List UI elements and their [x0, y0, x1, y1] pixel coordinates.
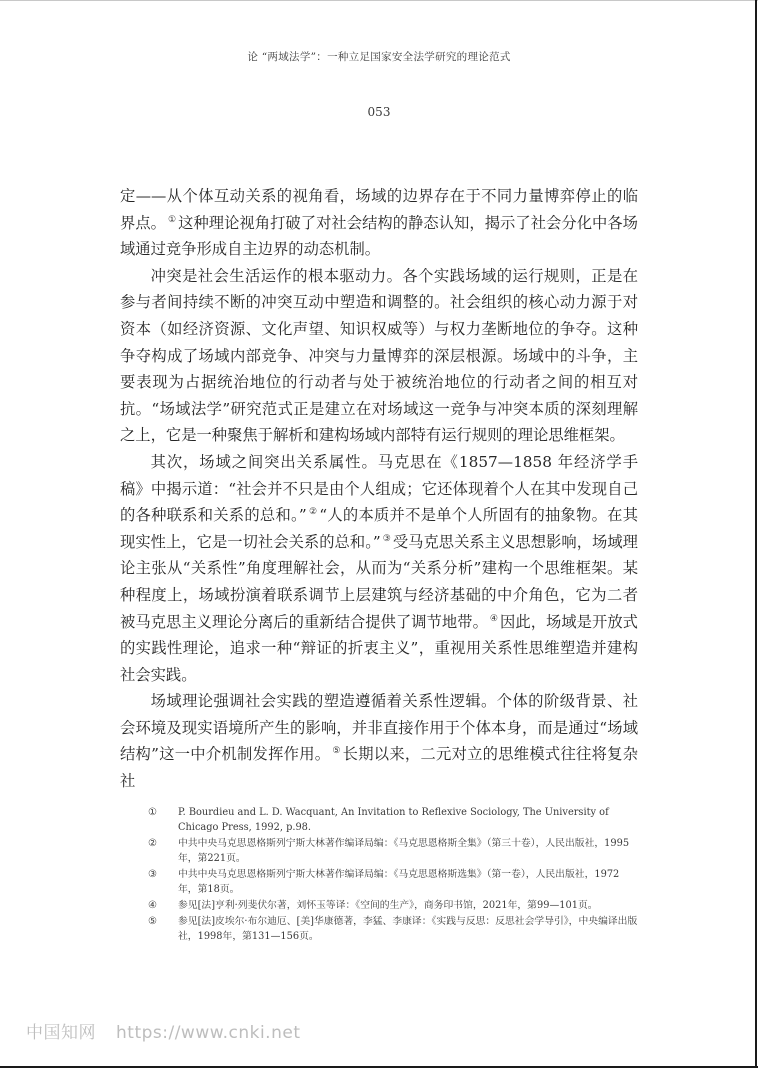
paragraph-3-text-d: 因此，场域是开放式的实践性理论，追求一种“辩证的折衷主义”，重视用关系性思维塑造并建构社会实践。	[120, 612, 638, 684]
paragraph-4-text-a: 场域理论强调社会实践的塑造遵循着关系性逻辑。个体的阶级背景、社会环境及现实语境所产生的影响，并非直接作用于个体本身，而是通过“场域结构”这一中介机制发挥作用。	[120, 692, 638, 764]
footnote-text: 参见[法]皮埃尔·布尔迪厄、[美]华康德著，李猛、李康译：《实践与反思：反思社会学导引》，中央编译出版社，1998年，第131—156页。	[178, 916, 638, 942]
paragraph-4	[120, 688, 638, 794]
footnote-item	[148, 914, 638, 944]
paragraph-3-text-c: 受马克思关系主义思想影响，场域理论主张从“关系性”角度理解社会，从而为“关系分析”建构一个思维框架。某种程度上，场域扮演着联系调节上层建筑与经济基础的中介角色，它为二者被马克思主义理论分离后的重新结合提供了调节地带。	[120, 532, 638, 631]
footnotes	[148, 805, 638, 945]
footnote-ref-1[interactable]: ①	[168, 214, 177, 225]
article-body	[120, 183, 638, 795]
paragraph-3	[120, 449, 638, 688]
page-number: 053	[367, 105, 391, 119]
footnote-item	[148, 898, 638, 913]
paragraph-1-text-b: 这种理论视角打破了对社会结构的静态认知，揭示了社会分化中各场域通过竞争形成自主边界的动态机制。	[120, 213, 638, 259]
footnote-mark: ③	[148, 869, 157, 880]
footnote-mark: ②	[148, 838, 157, 849]
paragraph-4-text-b: 长期以来，二元对立的思维模式往往将复杂社	[120, 745, 638, 791]
footnote-text: 参见[法]亨利·列斐伏尔著，刘怀玉等译：《空间的生产》，商务印书馆，2021年，第99—101页。	[178, 900, 598, 911]
footnote-item	[148, 836, 638, 866]
watermark-url[interactable]: https://www.cnki.net	[116, 1023, 301, 1043]
footnote-text: P. Bourdieu and L. D. Wacquant, An Invitation to Reflexive Sociology, The University of Chicago Press, 1992, p.98.	[178, 807, 609, 833]
footnote-ref-5[interactable]: ⑤	[332, 746, 341, 757]
paragraph-1	[120, 183, 638, 263]
cnki-watermark	[26, 1018, 300, 1043]
page-border-top	[0, 0, 758, 1]
running-title: 论 “两域法学”：一种立足国家安全法学研究的理论范式	[247, 51, 511, 63]
footnote-text: 中共中央马克思恩格斯列宁斯大林著作编译局编：《马克思恩格斯选集》（第一卷），人民出版社，1972年，第18页。	[178, 869, 620, 895]
paragraph-3-text-b: “人的本质并不是单个人所固有的抽象物。在其现实性上，它是一切社会关系的总和。”	[120, 506, 639, 551]
footnote-text: 中共中央马克思恩格斯列宁斯大林著作编译局编：《马克思恩格斯全集》（第三十卷），人民出版社，1995年，第221页。	[178, 838, 630, 864]
footnote-ref-2[interactable]: ②	[308, 507, 318, 518]
footnote-ref-4[interactable]: ④	[489, 613, 499, 624]
paragraph-3-text-a: 其次，场域之间突出关系属性。马克思在《1857—1858 年经济学手稿》中揭示道：“社会并不只是由个人组成；它还体现着个人在其中发现自己的各种联系和关系的总和。”	[120, 452, 638, 525]
watermark-brand: 中国知网	[26, 1023, 96, 1043]
footnote-item	[148, 805, 638, 835]
footnote-ref-3[interactable]: ③	[382, 533, 391, 544]
footnote-mark: ④	[148, 900, 157, 911]
footnote-mark: ⑤	[148, 916, 157, 927]
paragraph-2: 冲突是社会生活运作的根本驱动力。各个实践场域的运行规则，正是在参与者间持续不断的冲突互动中塑造和调整的。社会组织的核心动力源于对资本（如经济资源、文化声望、知识权威等）与权力垄断地位的争夺。这种争夺构成了场域内部竞争、冲突与力量博弈的深层根源。场域中的斗争，主要表现为占据统治地位的行动者与处于被统治地位的行动者之间的相互对抗。“场域法学”研究范式正是建立在对场域这一竞争与冲突本质的深刻理解之上，它是一种聚焦于解析和建构场域内部特有运行规则的理论思维框架。	[120, 266, 638, 445]
paragraph-1-text-a: 定——从个体互动关系的视角看，场域的边界存在于不同力量博弈停止的临界点。	[120, 187, 638, 232]
footnote-mark: ①	[148, 807, 157, 818]
page-border-right	[755, 0, 757, 1068]
footnote-item	[148, 867, 638, 897]
